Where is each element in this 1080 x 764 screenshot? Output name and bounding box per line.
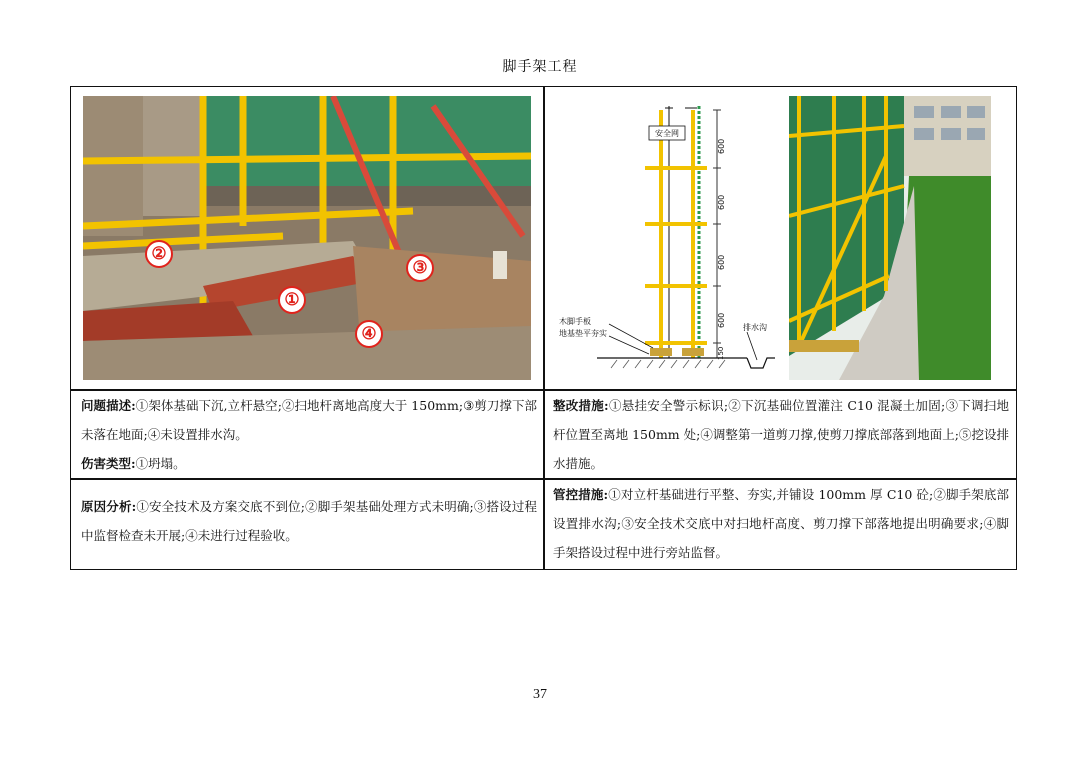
column-divider	[543, 87, 545, 569]
scaffold-section-diagram	[557, 96, 781, 380]
control-label: 管控措施:	[553, 487, 609, 502]
rectify-text: ①悬挂安全警示标识;②下沉基础位置灌注 C10 混凝土加固;③下调扫地杆位置至离地 150mm 处;④调整第一道剪刀撑,使剪刀撑底部落到地面上;⑤挖设排水措施。	[553, 398, 1010, 471]
label-wood-board: 木脚手板	[559, 317, 591, 326]
label-safety-net: 安全网	[655, 129, 679, 138]
rectification-cell	[553, 391, 1009, 478]
corrected-scaffold-illustration	[789, 96, 991, 380]
control-measures-cell	[553, 480, 1009, 567]
marker-2: ②	[145, 240, 173, 268]
dim-2: 600	[717, 194, 726, 210]
rectify-label: 整改措施:	[553, 398, 609, 413]
cause-label: 原因分析:	[81, 499, 137, 514]
harm-label: 伤害类型:	[81, 456, 136, 471]
control-text: ①对立杆基础进行平整、夯实,并铺设 100mm 厚 C10 砼;②脚手架底部设置排水沟;③安全技术交底中对扫地杆高度、剪刀撑下部落地提出明确要求;④脚手架搭设过程中进行旁站监督。	[553, 487, 1009, 560]
problem-site-photo	[83, 96, 531, 380]
page-number: 37	[533, 687, 547, 702]
inspection-table	[70, 86, 1017, 570]
marker-3: ③	[406, 254, 434, 282]
problem-text: ①架体基础下沉,立杆悬空;②扫地杆离地高度大于 150mm;③剪刀撑下部未落在地面;④未设置排水沟。	[81, 398, 537, 442]
problem-label: 问题描述:	[81, 398, 136, 413]
dim-4: 600	[717, 312, 726, 328]
page-header-title: 脚手架工程	[502, 59, 578, 75]
marker-4: ④	[355, 320, 383, 348]
scaffold-foundation-illustration	[83, 96, 531, 380]
dim-1: 600	[717, 138, 726, 154]
harm-text: ①坍塌。	[135, 456, 186, 471]
label-drain: 排水沟	[743, 323, 767, 332]
cause-text: ①安全技术及方案交底不到位;②脚手架基础处理方式未明确;③搭设过程中监督检查未开展;④未进行过程验收。	[81, 499, 537, 543]
corrected-site-photo	[789, 96, 991, 380]
cause-analysis-cell	[81, 492, 537, 550]
problem-description-cell	[81, 391, 537, 478]
dim-3: 600	[717, 254, 726, 270]
dim-5: 150	[717, 346, 725, 360]
marker-1: ①	[278, 286, 306, 314]
label-foundation: 地基垫平夯实	[559, 329, 607, 338]
